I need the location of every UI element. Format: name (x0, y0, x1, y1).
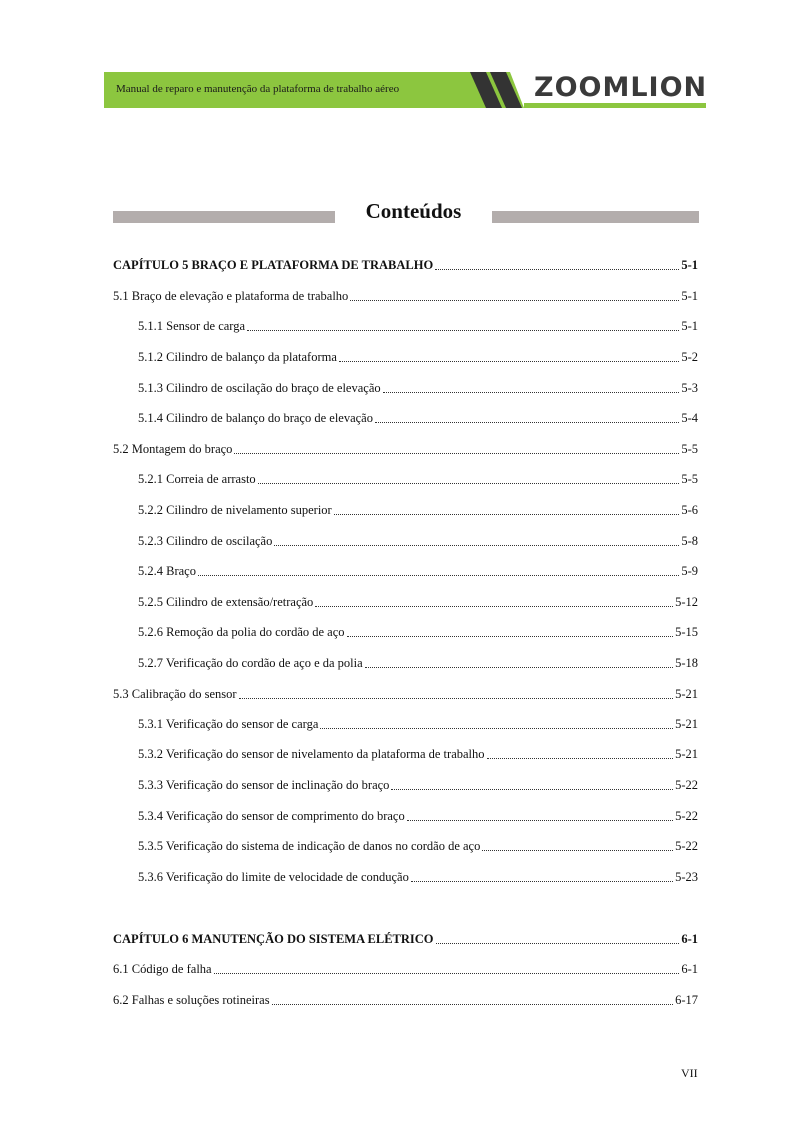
toc-dot-leader (391, 788, 673, 790)
toc-entry[interactable] (138, 867, 698, 885)
toc-entry[interactable] (113, 990, 698, 1008)
toc-entry[interactable] (138, 775, 698, 793)
toc-dot-leader (487, 757, 674, 759)
toc-entry[interactable] (113, 929, 698, 947)
toc-entry-page: 6-1 (681, 962, 698, 976)
toc-entry[interactable] (138, 408, 698, 426)
toc-entry-page: 5-21 (675, 747, 698, 761)
toc-entry-label: 5.1.4 Cilindro de balanço do braço de elevação (138, 411, 373, 425)
toc-entry-label: 5.3.5 Verificação do sistema de indicação de danos no cordão de aço (138, 839, 481, 853)
toc-entry[interactable] (138, 316, 698, 334)
toc-dot-leader (198, 574, 679, 576)
toc-entry-page: 6-17 (675, 993, 698, 1007)
toc-entry-label: 5.2.3 Cilindro de oscilação (138, 534, 273, 548)
toc-entry-page: 5-21 (675, 687, 698, 701)
page-header (104, 72, 706, 108)
toc-entry-label: 5.1.2 Cilindro de balanço da plataforma (138, 350, 337, 364)
toc-entry-page: 5-1 (681, 319, 698, 333)
toc-entry-page: 5-22 (675, 778, 698, 792)
toc-entry-label: 6.1 Código de falha (113, 962, 212, 976)
toc-entry-page: 5-12 (675, 595, 698, 609)
title-rule-right (492, 211, 699, 223)
toc-entry[interactable] (138, 378, 698, 396)
toc-entry-label: 5.3.2 Verificação do sensor de nivelamento da plataforma de trabalho (138, 747, 485, 761)
toc-entry[interactable] (113, 286, 698, 304)
toc-dot-leader (334, 513, 680, 515)
toc-entry-page: 5-6 (681, 503, 698, 517)
toc-dot-leader (482, 849, 673, 851)
toc-dot-leader (258, 482, 680, 484)
toc-dot-leader (247, 329, 679, 331)
toc-entry-page: 6-1 (681, 932, 698, 946)
toc-dot-leader (239, 697, 674, 699)
toc-entry-page: 5-21 (675, 717, 698, 731)
toc-entry[interactable] (138, 561, 698, 579)
toc-entry[interactable] (138, 744, 698, 762)
toc-dot-leader (411, 880, 673, 882)
toc-entry[interactable] (113, 684, 698, 702)
toc-entry-label: 5.1 Braço de elevação e plataforma de trabalho (113, 289, 349, 303)
toc-dot-leader (350, 299, 679, 301)
toc-entry-label: 5.1.3 Cilindro de oscilação do braço de elevação (138, 381, 381, 395)
toc-entry[interactable] (138, 653, 698, 671)
toc-entry[interactable] (138, 469, 698, 487)
page-number: VII (681, 1066, 698, 1080)
toc-dot-leader (435, 268, 679, 270)
toc-entry-label: 5.2.5 Cilindro de extensão/retração (138, 595, 314, 609)
toc-entry[interactable] (138, 500, 698, 518)
toc-entry-page: 5-22 (675, 839, 698, 853)
toc-entry[interactable] (138, 592, 698, 610)
toc-dot-leader (272, 1003, 674, 1005)
title-rule-left (113, 211, 335, 223)
toc-entry-label: 5.3.4 Verificação do sensor de comprimento do braço (138, 809, 405, 823)
toc-entry-label: 5.2.1 Correia de arrasto (138, 472, 256, 486)
toc-entry-label: 5.2 Montagem do braço (113, 442, 233, 456)
page-title: Conteúdos (365, 199, 462, 223)
toc-entry[interactable] (138, 806, 698, 824)
toc-entry[interactable] (113, 255, 698, 273)
toc-entry-label: 5.1.1 Sensor de carga (138, 319, 246, 333)
toc-dot-leader (347, 635, 674, 637)
toc-dot-leader (436, 942, 680, 944)
toc-entry[interactable] (138, 714, 698, 732)
toc-dot-leader (365, 666, 673, 668)
toc-entry-page: 5-22 (675, 809, 698, 823)
toc-entry-page: 5-2 (681, 350, 698, 364)
toc-dot-leader (214, 972, 680, 974)
toc-dot-leader (339, 360, 679, 362)
toc-entry-page: 5-8 (681, 534, 698, 548)
toc-entry-page: 5-4 (681, 411, 698, 425)
toc-entry-page: 5-1 (681, 258, 698, 272)
toc-entry-page: 5-1 (681, 289, 698, 303)
toc-entry[interactable] (113, 959, 698, 977)
toc-entry-page: 5-5 (681, 472, 698, 486)
toc-entry-page: 5-3 (681, 381, 698, 395)
toc-entry-label: 5.2.7 Verificação do cordão de aço e da polia (138, 656, 363, 670)
toc-entry-page: 5-18 (675, 656, 698, 670)
toc-entry-label: 5.3.6 Verificação do limite de velocidade de condução (138, 870, 409, 884)
toc-dot-leader (383, 391, 680, 393)
manual-title: Manual de reparo e manutenção da plataforma de trabalho aéreo (116, 83, 400, 95)
toc-entry-label: CAPÍTULO 6 MANUTENÇÃO DO SISTEMA ELÉTRICO (113, 932, 434, 946)
toc-entry-label: 5.3.1 Verificação do sensor de carga (138, 717, 319, 731)
toc-dot-leader (315, 605, 673, 607)
zoomlion-logo: ZOOMLION (534, 72, 708, 103)
toc-entry-label: 5.2.6 Remoção da polia do cordão de aço (138, 625, 345, 639)
contents-title-row (113, 199, 699, 228)
toc-dot-leader (407, 819, 673, 821)
toc-entry-page: 5-5 (681, 442, 698, 456)
toc-entry-page: 5-9 (681, 564, 698, 578)
toc-dot-leader (274, 544, 679, 546)
toc-entry-label: 5.3 Calibração do sensor (113, 687, 237, 701)
toc-entry-page: 5-15 (675, 625, 698, 639)
toc-dot-leader (234, 452, 679, 454)
toc-entry[interactable] (138, 347, 698, 365)
toc-dot-leader (375, 421, 679, 423)
toc-entry[interactable] (113, 439, 698, 457)
toc-entry-label: 5.2.2 Cilindro de nivelamento superior (138, 503, 332, 517)
toc-dot-leader (320, 727, 673, 729)
toc-entry-label: 5.2.4 Braço (138, 564, 196, 578)
toc-entry-label: CAPÍTULO 5 BRAÇO E PLATAFORMA DE TRABALHO (113, 258, 434, 272)
logo-underline (524, 103, 706, 108)
toc-entry[interactable] (138, 836, 698, 854)
toc-entry[interactable] (138, 531, 698, 549)
toc-entry-page: 5-23 (675, 870, 698, 884)
toc-entry[interactable] (138, 622, 698, 640)
toc-entry-label: 6.2 Falhas e soluções rotineiras (113, 993, 270, 1007)
toc-entry-label: 5.3.3 Verificação do sensor de inclinação do braço (138, 778, 390, 792)
